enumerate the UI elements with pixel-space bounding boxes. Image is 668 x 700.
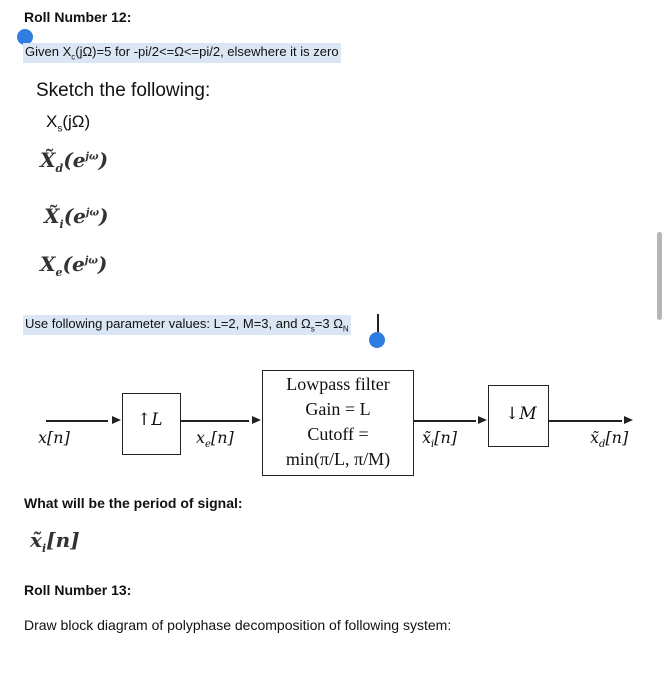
- xe-sig-main: x: [196, 428, 206, 447]
- period-signal: [30, 528, 80, 555]
- filter-line1: Lowpass filter: [286, 374, 390, 394]
- xi-sig-sub: i: [431, 439, 435, 451]
- xi-sub: i: [59, 218, 64, 231]
- xs-sub: s: [57, 123, 63, 135]
- given-rest: (jΩ)=5 for -pi/2<=Ω<=pi/2, elsewhere it is zero: [75, 44, 339, 59]
- output-arrow-head: [624, 416, 633, 424]
- xe-sub: e: [55, 266, 63, 279]
- xs-main: X: [46, 112, 58, 131]
- period-question: What will be the period of signal:: [24, 495, 243, 511]
- sketch-item-xs: [46, 112, 90, 134]
- roll12-heading: Roll Number 12:: [24, 9, 132, 25]
- xi-arrow-head: [478, 416, 487, 424]
- xd-rest: (e: [63, 148, 86, 172]
- downsampler-label: ↓M: [505, 404, 537, 424]
- xs-rest: (jΩ): [62, 112, 91, 131]
- xd-close: ): [98, 148, 109, 172]
- selection-caret: [377, 314, 379, 332]
- filter-line2: Gain = L: [305, 399, 371, 419]
- xi-rest: (e: [63, 204, 86, 228]
- xe-arrow-head: [252, 416, 261, 424]
- out-sig-sub: d: [599, 439, 606, 451]
- xd-sub: d: [55, 162, 64, 175]
- upsampler-label: ↑L: [137, 410, 163, 430]
- sketch-item-xd: [40, 148, 108, 175]
- filter-line3: Cutoff =: [307, 424, 369, 444]
- sketch-item-xe: [40, 252, 107, 279]
- params-sub: s: [310, 324, 315, 334]
- xi-sup: jω: [85, 207, 100, 219]
- xi-main: X̃: [44, 204, 60, 228]
- xe-main: X: [40, 252, 56, 276]
- xe-sig-rest: [n]: [210, 428, 234, 447]
- xe-signal-label: [196, 428, 234, 450]
- vertical-scrollbar[interactable]: [657, 232, 662, 320]
- roll13-instruction: Draw block diagram of polyphase decomposition of following system:: [24, 617, 452, 633]
- input-signal-label: x[n]: [38, 428, 70, 447]
- input-line: [46, 420, 108, 422]
- xi-signal-label: [422, 428, 457, 450]
- given-sub: c: [71, 52, 76, 62]
- xd-main: X̃: [40, 148, 56, 172]
- xi-line: [414, 420, 476, 422]
- parameter-statement: [23, 315, 351, 335]
- xi-close: ): [99, 204, 109, 228]
- filter-line4: min(π/L, π/M): [285, 449, 391, 469]
- given-statement: [23, 43, 341, 63]
- xe-rest: (e: [62, 252, 85, 276]
- output-signal-label: [590, 428, 628, 450]
- params-sub2: N: [342, 324, 349, 334]
- roll13-heading: Roll Number 13:: [24, 582, 132, 598]
- xd-sup: jω: [85, 151, 99, 163]
- period-signal-main: x̃: [30, 528, 42, 552]
- sketch-title: Sketch the following:: [36, 80, 211, 101]
- xe-line: [181, 420, 249, 422]
- xe-sup: jω: [84, 255, 98, 267]
- out-sig-main: x̃: [590, 428, 600, 447]
- params-prefix: Use following parameter values: L=2, M=3, and Ω: [25, 316, 311, 331]
- xi-sig-rest: [n]: [434, 428, 458, 447]
- sketch-item-xi: [44, 204, 109, 231]
- out-sig-rest: [n]: [605, 428, 629, 447]
- period-signal-sub: i: [41, 542, 47, 555]
- given-prefix: Given X: [25, 44, 72, 59]
- xe-sig-sub: e: [205, 439, 211, 451]
- output-line: [549, 420, 622, 422]
- period-signal-rest: [n]: [46, 528, 80, 552]
- xe-close: ): [97, 252, 108, 276]
- xi-sig-main: x̃: [422, 428, 432, 447]
- params-mid: =3 Ω: [314, 316, 343, 331]
- selection-end-handle[interactable]: [369, 332, 385, 348]
- input-arrow-head: [112, 416, 121, 424]
